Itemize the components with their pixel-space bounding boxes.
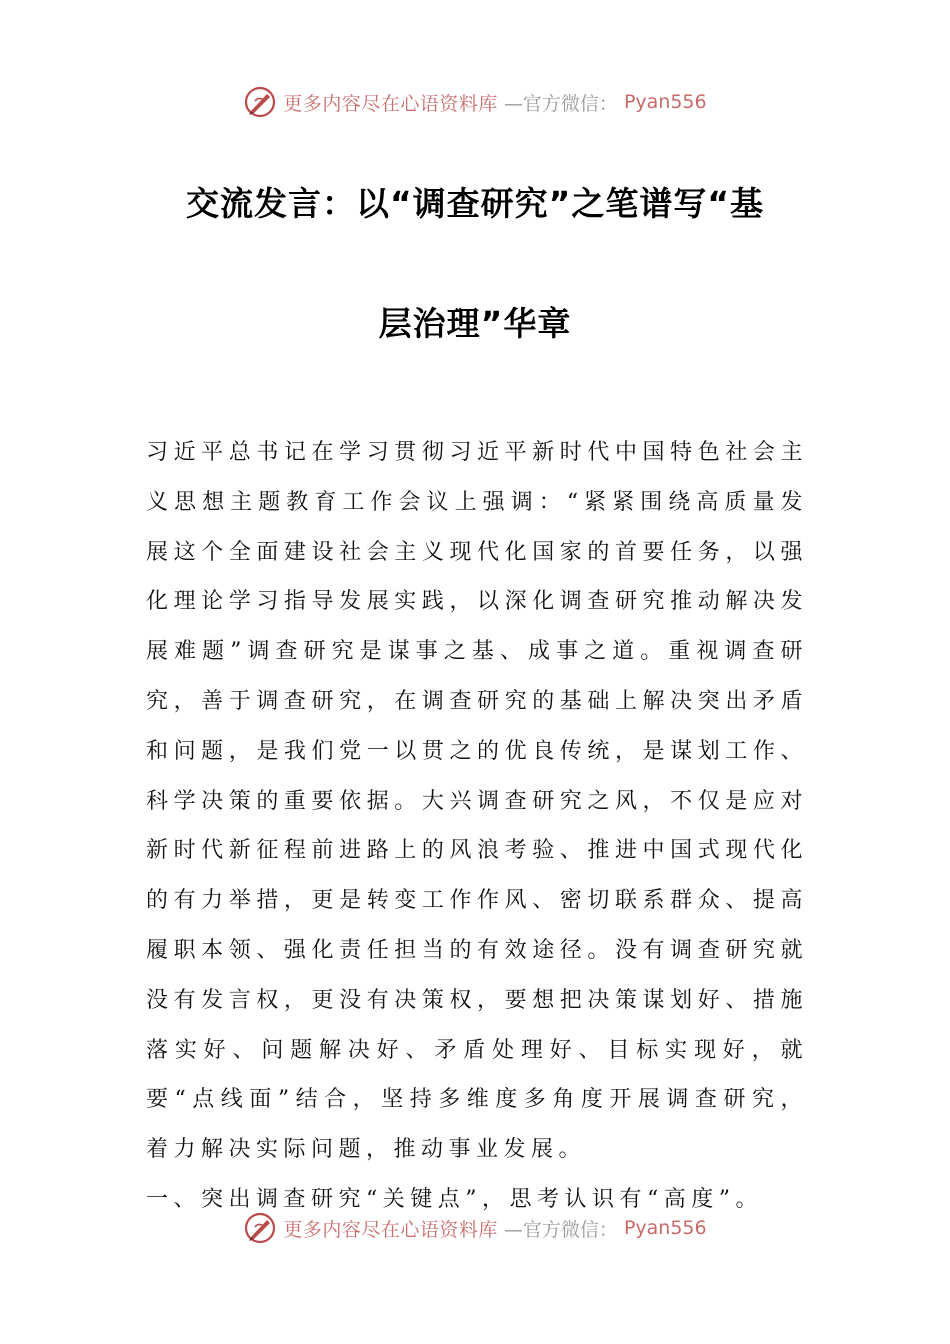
watermark-wechat-label: —官方微信： [503, 92, 618, 115]
header-watermark [0, 82, 950, 122]
section-heading: 一、突出调查研究“关键点”，思考认识有“高度”。 [146, 1186, 763, 1212]
watermark-wechat-id: Pyan556 [623, 91, 707, 113]
pen-logo-icon [243, 1211, 277, 1245]
pen-logo-icon [243, 85, 277, 119]
document-title-line-1: 交流发言：以“调查研究”之笔谱写“基 [185, 184, 765, 223]
watermark-wechat-label: —官方微信： [503, 1218, 618, 1241]
body-paragraph: 习近平总书记在学习贯彻习近平新时代中国特色社会主义思想主题教育工作会议上强调：“紧紧围绕高质量发展这个全面建设社会主义现代化国家的首要任务，以强化理论学习指导发展实践，以深化调查研究推动解决发展难题”调查研究是谋事之基、成事之道。重视调查研究，善于调查研究，在调查研究的基础上解决突出矛盾和问题，是我们党一以贯之的优良传统，是谋划工作、科学决策的重要依据。大兴调查研究之风，不仅是应对新时代新征程前进路上的风浪考验、推进中国式现代化的有力举措，更是转变工作作风、密切联系群众、提高履职本领、强化责任担当的有效途径。没有调查研究就没有发言权，更没有决策权，要想把决策谋划好、措施落实好、问题解决好、矛盾处理好、目标实现好，就要“点线面”结合，坚持多维度多角度开展调查研究，着力解决实际问题，推动事业发展。 [146, 440, 808, 1163]
document-body [146, 428, 808, 1225]
watermark-site-text: 更多内容尽在心语资料库 [283, 92, 498, 115]
footer-watermark [0, 1208, 950, 1248]
watermark-wechat-id: Pyan556 [623, 1217, 707, 1239]
document-title-line-2: 层治理”华章 [378, 304, 572, 343]
watermark-site-text: 更多内容尽在心语资料库 [283, 1218, 498, 1241]
